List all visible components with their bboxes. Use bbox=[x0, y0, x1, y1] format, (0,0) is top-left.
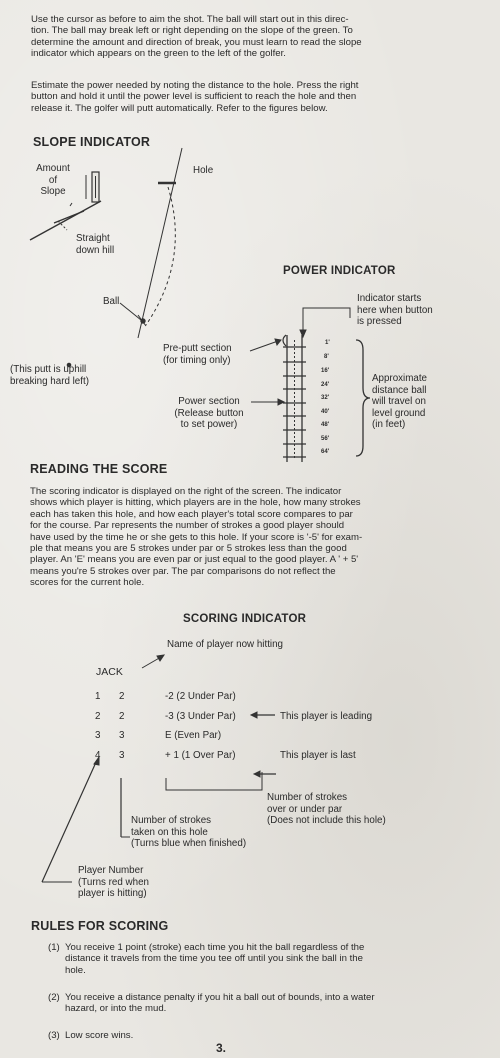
text-line: Player Number bbox=[78, 865, 144, 876]
tick-label: 64' bbox=[321, 449, 330, 455]
text-line: Approximate bbox=[372, 373, 427, 384]
row-note: This player is leading bbox=[280, 710, 373, 722]
tick-label: 8' bbox=[324, 354, 329, 360]
text-line: indicator which appears on the green to the left of the golfer. bbox=[31, 48, 286, 60]
par-comparison: + 1 (1 Over Par) bbox=[165, 749, 236, 761]
power-indicator-title: POWER INDICATOR bbox=[283, 265, 396, 277]
text-line: level ground bbox=[372, 407, 426, 419]
tick-label: 24' bbox=[321, 382, 330, 388]
text-line: tion. The ball may break left or right depending on the slope of the green. To bbox=[31, 25, 353, 37]
score-row bbox=[95, 750, 455, 770]
tick-label: 32' bbox=[321, 395, 330, 401]
text-line: over or under par bbox=[267, 803, 343, 815]
strokes-count: 3 bbox=[119, 749, 125, 761]
text-line: (in feet) bbox=[372, 419, 406, 431]
player-number: 3 bbox=[95, 730, 101, 741]
text-line: release it. The golfer will putt automatically. Refer to the figures below. bbox=[31, 102, 328, 114]
page-number: 3. bbox=[216, 1041, 227, 1055]
par-comparison: E (Even Par) bbox=[165, 730, 222, 741]
text-line: hazard, or into the mud. bbox=[65, 1003, 167, 1015]
text-line: (Release button bbox=[174, 407, 244, 419]
text-line: (Turns blue when finished) bbox=[131, 838, 247, 850]
rule-item bbox=[48, 942, 478, 976]
text-line: scores for the current hole. bbox=[30, 577, 145, 589]
score-row bbox=[95, 711, 455, 731]
text-line: is pressed bbox=[357, 316, 402, 328]
text-line: Slope bbox=[40, 186, 66, 198]
text-line: Number of strokes bbox=[267, 792, 348, 803]
text-line: means you're 5 strokes over par. The par comparisons do not reflect the bbox=[30, 565, 336, 577]
text-line: player is hitting) bbox=[78, 888, 147, 900]
text-line: to set power) bbox=[180, 419, 238, 431]
text-line: (Does not include this hole) bbox=[267, 815, 386, 827]
text-line: Amount bbox=[36, 163, 70, 174]
text-line: for the course. Par represents the number of strokes a good player should bbox=[30, 520, 345, 532]
text-line: Estimate the power needed by noting the distance to the hole. Press the right bbox=[31, 80, 359, 91]
text-line: Use the cursor as before to aim the shot. The ball will start out in this direc- bbox=[31, 14, 349, 25]
rules-title: RULES FOR SCORING bbox=[31, 919, 169, 933]
par-comparison: -2 (2 Under Par) bbox=[165, 691, 236, 702]
text-line: The scoring indicator is displayed on the right of the screen. The indicator bbox=[30, 486, 342, 497]
rule-number: (2) bbox=[48, 992, 60, 1003]
tick-label: 1' bbox=[325, 340, 330, 346]
over-under-label bbox=[267, 792, 386, 827]
text-line: hole. bbox=[65, 964, 86, 976]
text-line: Number of strokes bbox=[131, 815, 212, 826]
straight-down-hill-label bbox=[76, 233, 114, 256]
strokes-count: 2 bbox=[119, 691, 125, 702]
preputt-label bbox=[163, 343, 232, 366]
tick-label: 56' bbox=[321, 436, 330, 442]
tick-label: 48' bbox=[321, 422, 330, 428]
reading-score-title: READING THE SCORE bbox=[30, 462, 168, 476]
text-line: of bbox=[48, 174, 58, 186]
text-line: (This putt is uphill bbox=[10, 364, 87, 375]
text-line: Straight bbox=[76, 233, 110, 244]
rule-item bbox=[48, 1030, 478, 1041]
text-line: shows which player is hitting, which players are in the hole, how many strokes bbox=[30, 497, 361, 509]
scoring-indicator-title: SCORING INDICATOR bbox=[183, 613, 307, 625]
strokes-count: 3 bbox=[119, 730, 125, 741]
rule-number: (1) bbox=[48, 942, 60, 953]
reading-score-paragraph bbox=[30, 486, 475, 589]
player-name: JACK bbox=[96, 666, 123, 678]
text-line: Power section bbox=[178, 396, 240, 407]
slope-indicator-title: SLOPE INDICATOR bbox=[33, 135, 151, 149]
text-line: (Turns red when bbox=[78, 876, 149, 888]
text-line: Pre-putt section bbox=[163, 343, 232, 354]
score-table bbox=[95, 691, 455, 769]
text-line: You receive 1 point (stroke) each time you hit the ball regardless of the bbox=[65, 942, 365, 953]
text-line: down hill bbox=[76, 244, 115, 256]
rule-item bbox=[48, 992, 478, 1015]
rule-number: (3) bbox=[48, 1030, 60, 1041]
distance-label bbox=[372, 373, 427, 431]
player-number: 4 bbox=[95, 749, 101, 761]
strokes-count: 2 bbox=[119, 710, 125, 722]
player-number: 2 bbox=[95, 710, 101, 722]
text-line: Low score wins. bbox=[65, 1030, 134, 1041]
strokes-taken-label bbox=[131, 815, 246, 850]
text-line: here when button bbox=[357, 304, 433, 316]
text-line: distance ball bbox=[372, 384, 427, 396]
par-comparison: -3 (3 Under Par) bbox=[165, 710, 236, 722]
text-line: breaking hard left) bbox=[10, 375, 89, 387]
power-section-label bbox=[165, 396, 253, 431]
text-line: distance it travels from the time you tee off until you sink the ball in the bbox=[65, 953, 363, 965]
row-note: This player is last bbox=[280, 749, 356, 761]
score-row bbox=[95, 691, 455, 711]
text-line: ple that means you are 5 strokes under par or 5 strokes less than the good bbox=[30, 543, 347, 555]
text-line: (for timing only) bbox=[163, 354, 231, 366]
tick-label: 40' bbox=[321, 409, 330, 415]
text-line: You receive a distance penalty if you hit a ball out of bounds, into a water bbox=[65, 992, 375, 1003]
tick-label: 16' bbox=[321, 368, 330, 374]
uphill-note bbox=[10, 364, 89, 387]
text-line: have used by the time he or she gets to this hole. If your score is '-5' for exam- bbox=[30, 531, 363, 543]
text-line: will travel on bbox=[372, 396, 426, 408]
player-number: 1 bbox=[95, 691, 101, 702]
text-line: determine the amount and direction of break, you must learn to read the slope bbox=[31, 36, 362, 48]
text-line: player. An 'E' means you are even par or just equal to the good player. A ' + 5' bbox=[30, 554, 359, 566]
ball-label: Ball bbox=[103, 296, 120, 307]
player-number-label bbox=[78, 865, 149, 900]
text-line: button and hold it until the power level is sufficient to reach the hole and then bbox=[31, 91, 357, 103]
text-line: each has taken this hole, and how each player's total score compares to par bbox=[30, 508, 353, 520]
text-line: Indicator starts bbox=[357, 293, 422, 304]
text-line: taken on this hole bbox=[131, 826, 208, 838]
score-row bbox=[95, 730, 455, 750]
name-of-player-label: Name of player now hitting bbox=[167, 639, 283, 650]
indicator-starts-label bbox=[357, 293, 477, 328]
hole-label: Hole bbox=[193, 165, 214, 176]
amount-of-slope-label bbox=[31, 163, 75, 198]
